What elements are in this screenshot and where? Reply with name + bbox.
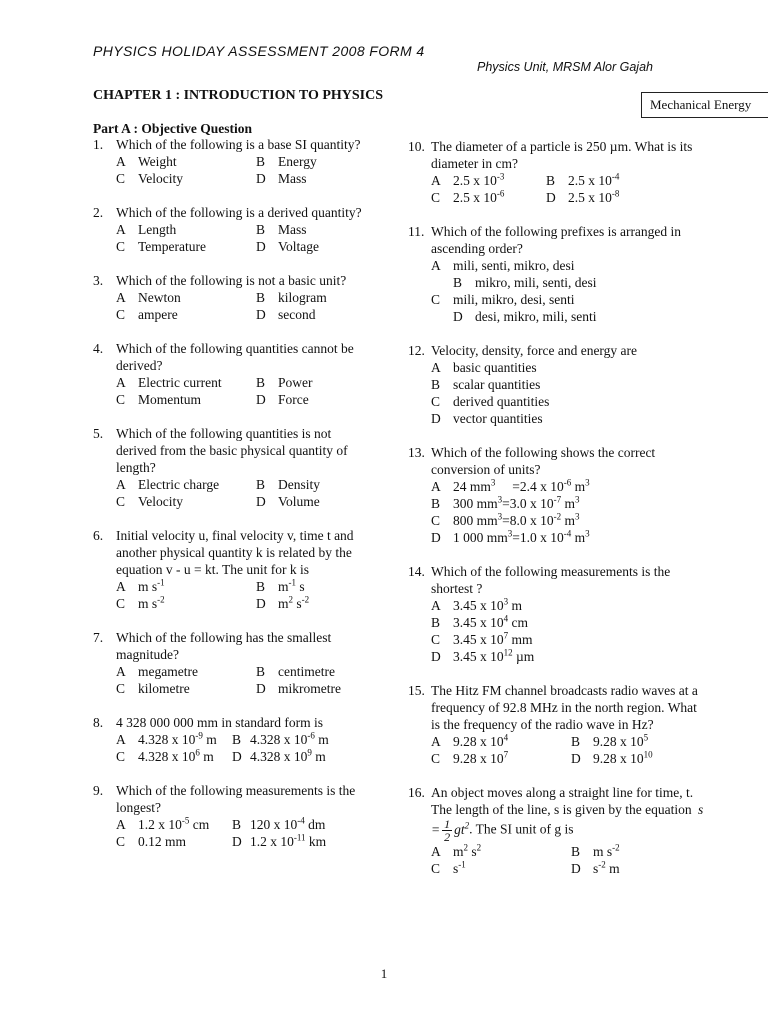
option-a[interactable]: A Electric charge <box>116 477 220 492</box>
question-7 <box>93 629 373 697</box>
option-b[interactable]: B $m^{-1}$ s <box>256 577 305 594</box>
question-number: 14. <box>408 564 425 579</box>
option-a[interactable]: A 1.2 x $10^{-5}$ cm <box>116 815 210 832</box>
question-text: The Hitz FM channel broadcasts radio waves at a frequency of 92.8 MHz in the north region. What is the frequency of the radio wave in Hz? <box>431 683 698 732</box>
options <box>431 359 708 427</box>
option-d[interactable]: D desi, mikro, mili, senti <box>453 309 597 324</box>
options <box>116 289 373 323</box>
option-b[interactable]: B 3.45 x $10^4$ cm <box>431 613 528 630</box>
question-text: Which of the following measurements is the longest? <box>116 783 356 815</box>
option-d[interactable]: D $s^{-2}$ m <box>571 859 620 876</box>
option-b[interactable]: B scalar quantities <box>431 377 541 392</box>
question-number: 7. <box>93 630 104 645</box>
option-d[interactable]: D 3.45 x $10^{12}$ µm <box>431 647 535 664</box>
option-a[interactable]: A mili, senti, mikro, desi <box>431 258 575 273</box>
options <box>431 172 708 206</box>
option-d[interactable]: D Volume <box>256 494 320 509</box>
option-d[interactable]: D second <box>256 307 316 322</box>
fraction: $\frac{1}{2}$ <box>444 817 451 844</box>
part-heading: Part A : Objective Question <box>93 121 252 136</box>
question-text: Which of the following is a base SI quantity? <box>116 137 361 152</box>
question-number: 16. <box>408 785 425 800</box>
topic-tag: Mechanical Energy <box>641 92 768 118</box>
option-a[interactable]: A 24 $mm^3$ =2.4 x $10^{-6}$ $m^3$ <box>431 477 590 494</box>
option-b[interactable]: B Density <box>256 477 320 492</box>
option-d[interactable]: D Voltage <box>256 239 319 254</box>
options <box>431 257 708 325</box>
question-4 <box>93 340 373 408</box>
option-c[interactable]: C Momentum <box>116 392 201 407</box>
question-text: The diameter of a particle is 250 µm. What is its diameter in cm? <box>431 139 693 171</box>
question-text: Velocity, density, force and energy are <box>431 343 638 358</box>
unit-subtitle: Physics Unit, MRSM Alor Gajah <box>477 60 653 74</box>
question-number: 1. <box>93 137 104 152</box>
question-1 <box>93 136 373 187</box>
option-c[interactable]: C ampere <box>116 307 178 322</box>
option-b[interactable]: B kilogram <box>256 290 327 305</box>
option-c[interactable]: C $s^{-1}$ <box>431 859 466 876</box>
question-text: Which of the following is not a basic unit? <box>116 273 347 288</box>
right-column <box>408 138 708 894</box>
option-d[interactable]: D 1.2 x $10^{-11}$ km <box>232 832 327 849</box>
option-d[interactable]: D 4.328 x $10^9$ m <box>232 747 326 764</box>
option-c[interactable]: C kilometre <box>116 681 190 696</box>
option-c[interactable]: C 800 $mm^3=8.0$ x $10^{-2}$ $m^3$ <box>431 511 580 528</box>
equation: s = $\frac{1}{2}$ $gt^2$ <box>431 802 704 844</box>
question-number: 9. <box>93 783 104 798</box>
option-c[interactable]: C mili, mikro, desi, senti <box>431 292 575 307</box>
option-d[interactable]: D $m^2$ $s^{-2}$ <box>256 594 310 611</box>
question-text: Which of the following has the smallest magnitude? <box>116 630 332 662</box>
option-c[interactable]: C 3.45 x $10^7$ mm <box>431 630 533 647</box>
question-3 <box>93 272 373 323</box>
option-b[interactable]: B 9.28 x $10^5$ <box>571 732 649 749</box>
options <box>116 374 373 408</box>
option-a[interactable]: A 9.28 x $10^4$ <box>431 732 509 749</box>
option-b[interactable]: B m $s^{-2}$ <box>571 842 620 859</box>
option-b[interactable]: B Power <box>256 375 313 390</box>
question-text: Which of the following quantities is not derived from the basic physical quantity of length? <box>116 426 348 475</box>
option-a[interactable]: A Length <box>116 222 177 237</box>
question-text: Which of the following quantities cannot be derived? <box>116 341 354 373</box>
option-d[interactable]: D 9.28 x $10^{10}$ <box>571 749 653 766</box>
question-number: 13. <box>408 445 425 460</box>
option-c[interactable]: C 2.5 x $10^{-6}$ <box>431 188 505 205</box>
assessment-title: PHYSICS HOLIDAY ASSESSMENT 2008 FORM 4 <box>93 43 425 59</box>
options <box>431 733 708 767</box>
question-number: 8. <box>93 715 104 730</box>
options <box>431 843 708 877</box>
question-number: 3. <box>93 273 104 288</box>
question-number: 2. <box>93 205 104 220</box>
question-12 <box>408 342 708 427</box>
question-9 <box>93 782 373 850</box>
option-c[interactable]: C Velocity <box>116 494 183 509</box>
option-d[interactable]: D Force <box>256 392 309 407</box>
question-11 <box>408 223 708 325</box>
options <box>116 153 373 187</box>
question-text: Which of the following prefixes is arranged in ascending order? <box>431 224 682 256</box>
option-b[interactable]: B centimetre <box>256 664 335 679</box>
option-b[interactable]: B 300 $mm^3=3.0$ x $10^{-7}$ $m^3$ <box>431 494 580 511</box>
options <box>116 816 373 850</box>
question-number: 5. <box>93 426 104 441</box>
option-b[interactable]: B Mass <box>256 222 307 237</box>
option-c[interactable]: C Temperature <box>116 239 207 254</box>
option-d[interactable]: D Mass <box>256 171 307 186</box>
left-column <box>93 136 373 867</box>
option-a[interactable]: A 2.5 x $10^{-3}$ <box>431 171 505 188</box>
page-number: 1 <box>380 966 388 981</box>
options <box>116 731 373 765</box>
question-number: 6. <box>93 528 104 543</box>
question-text: 4 328 000 000 mm in standard form is <box>116 715 323 730</box>
question-text: Initial velocity u, final velocity v, time t and another physical quantity k is related by the equation v - u = kt. The unit for k is <box>116 528 354 577</box>
question-14 <box>408 563 708 665</box>
option-b[interactable]: B 4.328 x $10^{-6}$ m <box>232 730 329 747</box>
question-6 <box>93 527 373 612</box>
option-d[interactable]: D vector quantities <box>431 411 543 426</box>
options <box>116 221 373 255</box>
option-a[interactable]: A basic quantities <box>431 360 537 375</box>
option-c[interactable]: C 4.328 x $10^6$ m <box>116 747 214 764</box>
option-a[interactable]: A 4.328 x $10^{-9}$ m <box>116 730 217 747</box>
option-d[interactable]: D mikrometre <box>256 681 341 696</box>
option-a[interactable]: A $m^2$ $s^2$ <box>431 842 482 859</box>
question-13 <box>408 444 708 546</box>
options <box>116 476 373 510</box>
question-5 <box>93 425 373 510</box>
question-number: 11. <box>408 224 425 239</box>
question-text: Which of the following is a derived quantity? <box>116 205 362 220</box>
option-d[interactable]: D 2.5 x $10^{-8}$ <box>546 188 620 205</box>
option-a[interactable]: A megametre <box>116 664 198 679</box>
options <box>116 578 373 612</box>
option-c[interactable]: C 9.28 x $10^7$ <box>431 749 509 766</box>
option-c[interactable]: C derived quantities <box>431 394 550 409</box>
option-a[interactable]: A Electric current <box>116 375 222 390</box>
option-c[interactable]: C m $s^{-2}$ <box>116 594 165 611</box>
question-8 <box>93 714 373 765</box>
options <box>431 478 708 546</box>
chapter-heading: CHAPTER 1 : INTRODUCTION TO PHYSICS <box>93 88 384 103</box>
option-a[interactable]: A Newton <box>116 290 181 305</box>
question-15 <box>408 682 708 767</box>
option-c[interactable]: C 0.12 mm <box>116 834 187 849</box>
question-text: Which of the following measurements is the shortest ? <box>431 564 671 596</box>
option-d[interactable]: D 1 000 $mm^3=1.0$ x $10^{-4}$ $m^3$ <box>431 528 590 545</box>
question-text: Which of the following shows the correct conversion of units? <box>431 445 656 477</box>
option-a[interactable]: A 3.45 x $10^3$ m <box>431 596 523 613</box>
question-10 <box>408 138 708 206</box>
question-2 <box>93 204 373 255</box>
options <box>431 597 708 665</box>
option-c[interactable]: C Velocity <box>116 171 183 186</box>
question-text: An object moves along a straight line for time, t. The length of the line, s is given by the equation s = $\frac{1}{2}$ $gt^2$. The SI unit of g is <box>431 785 704 844</box>
option-b[interactable]: B 2.5 x $10^{-4}$ <box>546 171 620 188</box>
option-a[interactable]: A m $s^{-1}$ <box>116 577 165 594</box>
options <box>116 663 373 697</box>
option-b[interactable]: B 120 x $10^{-4}$ dm <box>232 815 326 832</box>
question-16 <box>408 784 708 877</box>
option-b[interactable]: B Energy <box>256 154 317 169</box>
question-number: 12. <box>408 343 425 358</box>
question-number: 15. <box>408 683 425 698</box>
question-number: 10. <box>408 139 425 154</box>
question-number: 4. <box>93 341 104 356</box>
option-b[interactable]: B mikro, mili, senti, desi <box>453 275 597 290</box>
option-a[interactable]: A Weight <box>116 154 177 169</box>
